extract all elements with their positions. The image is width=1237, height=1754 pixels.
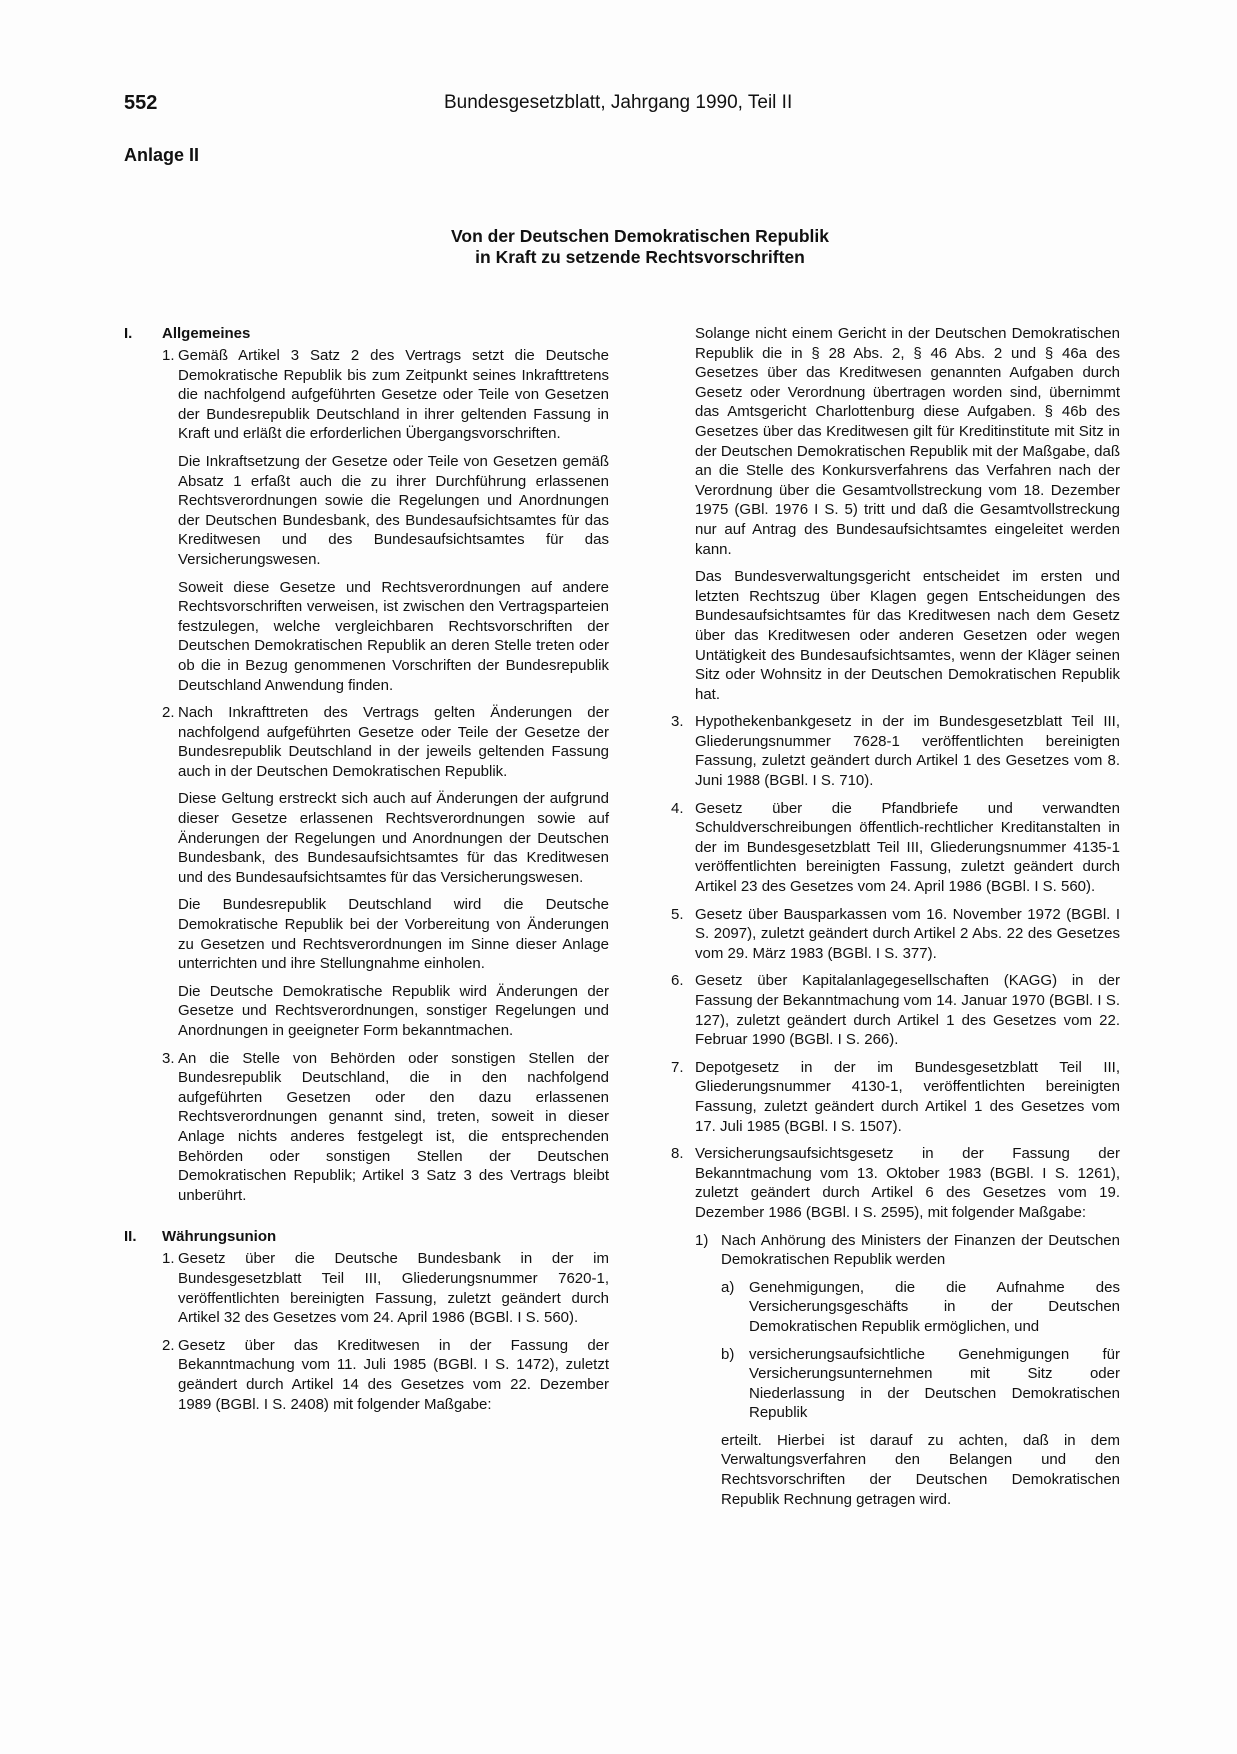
sub-item <box>695 1231 1120 1510</box>
sub-item-number: 1) <box>695 1231 709 1249</box>
item-number: 7. <box>671 1058 684 1076</box>
item-number: 6. <box>671 972 684 990</box>
sub-sub-item <box>721 1345 1120 1423</box>
item-paragraph: Gesetz über das Kreditwesen in der Fassung der Bekanntmachung vom 11. Juli 1985 (BGBl. I S. 1472), zuletzt geändert durch Artikel 14 des Gesetzes vom 22. Dezember 1989 (BGBl. I S. 2408) mit folgender Maßgabe: <box>178 1336 609 1413</box>
list-item <box>671 1144 1120 1509</box>
right-column <box>671 324 1120 1517</box>
sub-sub-item-letter: b) <box>721 1345 735 1363</box>
annex-label: Anlage II <box>124 145 200 165</box>
item-number: 4. <box>671 799 684 817</box>
item-paragraph: Die Inkraftsetzung der Gesetze oder Teile von Gesetzen gemäß Absatz 1 erfaßt auch die zu ihrer Durchführung erlassenen Rechtsverordnungen sowie die Regelungen und Anordnungen der Deutschen Bundesbank, des Bundesaufsichtsamtes für das Kreditwesen und des Bundesaufsichtsamtes für das Versicherungswesen. <box>178 452 609 568</box>
item-paragraph: Versicherungsaufsichtsgesetz in der Fassung der Bekanntmachung vom 13. Oktober 1983 (BGBl. I S. 1261), zuletzt geändert durch Artikel 6 des Gesetzes vom 19. Dezember 1986 (BGBl. I S. 2595), mit folgender Maßgabe: <box>695 1145 1120 1221</box>
item-number: 3. <box>671 713 684 731</box>
item-number: 1. <box>162 1250 175 1268</box>
document-title <box>300 226 980 268</box>
item-number: 2. <box>162 1336 175 1354</box>
sub-item-text: Nach Anhörung des Ministers der Finanzen der Deutschen Demokratischen Republik werden <box>721 1231 1120 1269</box>
page-number: 552 <box>124 92 158 114</box>
list-item <box>671 905 1120 964</box>
left-column <box>124 324 609 1422</box>
section-heading <box>124 324 609 346</box>
item-paragraph: Gesetz über die Deutsche Bundesbank in der im Bundesgesetzblatt Teil III, Gliederungsnummer 7620-1, veröffentlichten bereinigten Fassung, zuletzt geändert durch Artikel 32 des Gesetzes vom 24. April 1986 (BGBl. I S. 560). <box>178 1250 609 1327</box>
section-title: Währungsunion <box>162 1228 277 1246</box>
item-paragraph: Die Deutsche Demokratische Republik wird Änderungen der Gesetze und Rechtsverordnungen, sonstiger Regelungen und Anordnungen in geeigneter Form bekanntmachen. <box>178 982 609 1039</box>
item-paragraph: Die Bundesrepublik Deutschland wird die Deutsche Demokratische Republik bei der Vorbereitung von Änderungen zu Gesetzen und Rechtsverordnungen im Sinne dieser Anlage unterrichten und ihre Stellungnahme einholen. <box>178 896 609 973</box>
list-item <box>124 1049 609 1206</box>
list-item <box>124 1249 609 1327</box>
continuation-paragraph: Das Bundesverwaltungsgericht entscheidet im ersten und letzten Rechtszug über Klagen gegen Entscheidungen des Bundesaufsichtsamtes für das Kreditwesen nach dem Gesetz über das Kreditwesen oder anderen Gesetzen oder wegen Untätigkeit des Bundesaufsichtsamtes, wenn der Kläger seinen Sitz oder Wohnsitz in der Deutschen Demokratischen Republik hat. <box>695 568 1120 703</box>
section-heading <box>124 1227 609 1249</box>
section-number: II. <box>124 1228 137 1246</box>
page-header <box>124 92 1114 120</box>
item-number: 1. <box>162 347 175 364</box>
sub-sub-item <box>721 1278 1120 1337</box>
running-head: Bundesgesetzblatt, Jahrgang 1990, Teil II <box>444 92 793 113</box>
continuation-block <box>671 324 1120 704</box>
item-paragraph: An die Stelle von Behörden oder sonstigen Stellen der Bundesrepublik Deutschland, die in den nachfolgend aufgeführten Gesetzen oder den dazu erlassenen Rechtsverordnungen genannt sind, treten, soweit in dieser Anlage nichts anderes festgelegt ist, die entsprechenden Behörden oder sonstigen Stellen der Deutschen Demokratischen Republik; Artikel 3 Satz 3 des Vertrags bleibt unberührt. <box>178 1049 609 1204</box>
item-number: 3. <box>162 1049 175 1067</box>
item-paragraph: Diese Geltung erstreckt sich auch auf Änderungen der aufgrund dieser Gesetze erlassenen Rechtsverordnungen sowie auf Änderungen der Regelungen und Anordnungen der Deutschen Bundesbank, des Bundesaufsichtsamtes für das Kreditwesen und des Bundesaufsichtsamtes für das Versicherungswesen. <box>178 790 609 886</box>
section-allgemeines <box>124 324 609 1205</box>
item-paragraph: Nach Inkrafttreten des Vertrags gelten Änderungen der nachfolgend aufgeführten Gesetze oder Teile der Gesetze der Bundesrepublik Deutschland in der jeweils geltenden Fassung auch in der Deutschen Demokratischen Republik. <box>178 704 609 780</box>
list-item <box>671 1058 1120 1136</box>
list-item <box>124 346 609 695</box>
item-paragraph: Hypothekenbankgesetz in der im Bundesgesetzblatt Teil III, Gliederungsnummer 7628-1 veröffentlichten bereinigten Fassung, zuletzt geändert durch Artikel 1 des Gesetzes vom 8. Juni 1988 (BGBl. I S. 710). <box>695 713 1120 790</box>
item-paragraph: Gemäß Artikel 3 Satz 2 des Vertrags setzt die Deutsche Demokratische Republik bis zum Zeitpunkt seines Inkrafttretens die nachfolgend aufgeführten Gesetze oder Teile von Gesetzen der Bundesrepublik Deutschland in ihrer geltenden Fassung in Kraft und erläßt die erforderlichen Übergangsvorschriften. <box>178 347 609 443</box>
sub-sub-item-letter: a) <box>721 1278 735 1296</box>
sub-item-closing: erteilt. Hierbei ist darauf zu achten, daß in dem Verwaltungsverfahren den Belangen und den Rechtsvorschriften der Deutschen Demokratischen Republik Rechnung getragen wird. <box>721 1431 1120 1508</box>
list-item <box>671 799 1120 897</box>
section-number: I. <box>124 325 133 342</box>
section-spacer <box>124 1213 609 1227</box>
item-paragraph: Gesetz über die Pfandbriefe und verwandten Schuldverschreibungen öffentlich-rechtlicher Kreditanstalten in der im Bundesgesetzblatt Teil III, Gliederungsnummer 4135-1 veröffentlichten bereinigten Fassung, zuletzt geändert durch Artikel 23 des Gesetzes vom 24. April 1986 (BGBl. I S. 560). <box>695 799 1120 896</box>
section-waehrungsunion <box>124 1227 609 1414</box>
sub-sub-item-text: versicherungsaufsichtliche Genehmigungen für Versicherungsunternehmen mit Sitz oder Niederlassung in der Deutschen Demokratischen Republik <box>749 1345 1120 1422</box>
item-number: 8. <box>671 1145 684 1163</box>
list-item <box>124 703 609 1041</box>
item-paragraph: Depotgesetz in der im Bundesgesetzblatt Teil III, Gliederungsnummer 4130-1, veröffentlichten bereinigten Fassung, zuletzt geändert durch Artikel 1 des Gesetzes vom 17. Juli 1985 (BGBl. I S. 1507). <box>695 1058 1120 1135</box>
sub-sub-item-text: Genehmigungen, die die Aufnahme des Versicherungsgeschäfts in der Deutschen Demokratischen Republik ermöglichen, und <box>749 1278 1120 1335</box>
continuation-paragraph: Solange nicht einem Gericht in der Deutschen Demokratischen Republik die in § 28 Abs. 2, § 46 Abs. 2 und § 46a des Gesetzes über das Kreditwesen genannten Aufgaben durch Gesetz oder Verordnung übertragen worden sind, übernimmt das Amtsgericht Charlottenburg diese Aufgaben. § 46b des Gesetzes über das Kreditwesen gilt für Kreditinstitute mit Sitz in der Deutschen Demokratischen Republik mit der Maßgabe, daß an die Stelle des Konkursverfahrens das Verfahren nach der Verordnung über die Gesamtvollstreckung vom 18. Dezember 1975 (GBl. 1976 I S. 5) tritt und daß die Gesamtvollstreckung nur auf Antrag des Bundesaufsichtsamtes eingeleitet werden kann. <box>695 325 1120 558</box>
item-number: 5. <box>671 905 684 923</box>
list-item <box>671 971 1120 1049</box>
item-paragraph: Gesetz über Bausparkassen vom 16. November 1972 (BGBl. I S. 2097), zuletzt geändert durch Artikel 2 Abs. 22 des Gesetzes vom 29. März 1983 (BGBl. I S. 377). <box>695 905 1120 962</box>
item-number: 2. <box>162 704 175 722</box>
title-line-2: in Kraft zu setzende Rechtsvorschriften <box>475 247 805 267</box>
section-title: Allgemeines <box>162 325 251 342</box>
title-line-1: Von der Deutschen Demokratischen Republik <box>451 226 829 246</box>
list-item <box>124 1336 609 1414</box>
list-item <box>671 712 1120 790</box>
item-paragraph: Gesetz über Kapitalanlagegesellschaften (KAGG) in der Fassung der Bekanntmachung vom 14. Januar 1970 (BGBl. I S. 127), zuletzt geändert durch Artikel 1 des Gesetzes vom 22. Februar 1990 (BGBl. I S. 266). <box>695 972 1120 1049</box>
item-paragraph: Soweit diese Gesetze und Rechtsverordnungen auf andere Rechtsvorschriften verweisen, ist zwischen den Vertragsparteien festzulegen, welche vergleichbaren Rechtsvorschriften der Deutschen Demokratischen Republik an deren Stelle treten oder ob die in Bezug genommenen Vorschriften der Bundesrepublik Deutschland Anwendung finden. <box>178 578 609 694</box>
